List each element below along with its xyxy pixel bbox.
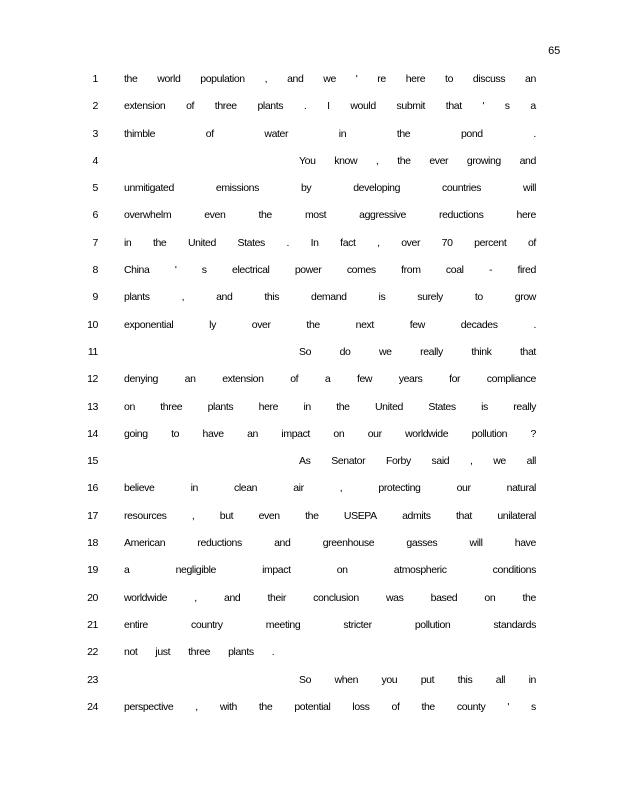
transcript-line — [0, 179, 618, 206]
transcript-line — [0, 589, 618, 616]
transcript-line — [0, 698, 618, 725]
line-number: 24 — [87, 700, 98, 713]
line-number: 12 — [87, 373, 98, 386]
line-text: So when you put this all in — [299, 673, 536, 686]
line-text: believe in clean air , protecting our natural — [124, 482, 536, 495]
transcript-line — [0, 398, 618, 425]
line-number: 4 — [92, 154, 98, 167]
transcript-line — [0, 479, 618, 506]
line-text: extension of three plants . I would submit that ' s a — [124, 100, 536, 113]
line-text: So do we really think that — [299, 345, 536, 358]
line-text: unmitigated emissions by developing countries will — [124, 182, 536, 195]
line-text: thimble of water in the pond . — [124, 127, 536, 140]
line-number: 3 — [92, 127, 98, 140]
line-number: 7 — [92, 236, 98, 249]
line-number: 13 — [87, 400, 98, 413]
line-number: 16 — [87, 482, 98, 495]
line-text: not just three plants . — [124, 646, 275, 659]
transcript-line — [0, 152, 618, 179]
transcript-line — [0, 288, 618, 315]
transcript-line — [0, 643, 618, 670]
line-text: American reductions and greenhouse gasses will have — [124, 537, 536, 550]
line-number: 2 — [92, 100, 98, 113]
line-number: 10 — [87, 318, 98, 331]
transcript-line — [0, 343, 618, 370]
transcript-line — [0, 370, 618, 397]
line-number: 1 — [92, 73, 98, 85]
line-text: denying an extension of a few years for compliance — [124, 373, 536, 386]
transcript-lines — [0, 70, 618, 725]
line-text: perspective , with the potential loss of the county ' s — [124, 700, 536, 713]
line-text: the world population , and we ' re here to discuss an — [124, 73, 536, 85]
line-number: 19 — [87, 564, 98, 577]
transcript-line — [0, 234, 618, 261]
line-number: 17 — [87, 509, 98, 522]
line-text: exponential ly over the next few decades . — [124, 318, 536, 331]
line-number: 15 — [87, 455, 98, 468]
line-text: resources , but even the USEPA admits that unilateral — [124, 509, 536, 522]
line-text: a negligible impact on atmospheric conditions — [124, 564, 536, 577]
transcript-line — [0, 206, 618, 233]
transcript-line — [0, 97, 618, 124]
line-number: 8 — [92, 264, 98, 277]
transcript-line — [0, 125, 618, 152]
transcript-line — [0, 507, 618, 534]
line-number: 6 — [92, 209, 98, 222]
line-text: China ' s electrical power comes from coal - fired — [124, 264, 536, 277]
transcript-line — [0, 261, 618, 288]
transcript-line — [0, 671, 618, 698]
transcript-line — [0, 425, 618, 452]
line-number: 23 — [87, 673, 98, 686]
line-text: You know , the ever growing and — [299, 154, 536, 167]
page-number: 65 — [548, 45, 560, 57]
line-number: 20 — [87, 591, 98, 604]
line-number: 18 — [87, 537, 98, 550]
line-text: As Senator Forby said , we all — [299, 455, 536, 468]
line-text: in the United States . In fact , over 70 percent of — [124, 236, 536, 249]
transcript-line — [0, 534, 618, 561]
line-text: on three plants here in the United States is really — [124, 400, 536, 413]
line-number: 14 — [87, 427, 98, 440]
line-number: 11 — [87, 345, 98, 358]
line-text: worldwide , and their conclusion was based on the — [124, 591, 536, 604]
line-number: 21 — [87, 618, 98, 631]
transcript-line — [0, 616, 618, 643]
transcript-line — [0, 452, 618, 479]
line-number: 5 — [92, 182, 98, 195]
transcript-line — [0, 316, 618, 343]
line-number: 9 — [92, 291, 98, 304]
transcript-line — [0, 561, 618, 588]
line-text: overwhelm even the most aggressive reductions here — [124, 209, 536, 222]
line-text: plants , and this demand is surely to grow — [124, 291, 536, 304]
line-number: 22 — [87, 646, 98, 659]
transcript-line — [0, 70, 618, 97]
line-text: going to have an impact on our worldwide pollution ? — [124, 427, 536, 440]
line-text: entire country meeting stricter pollution standards — [124, 618, 536, 631]
